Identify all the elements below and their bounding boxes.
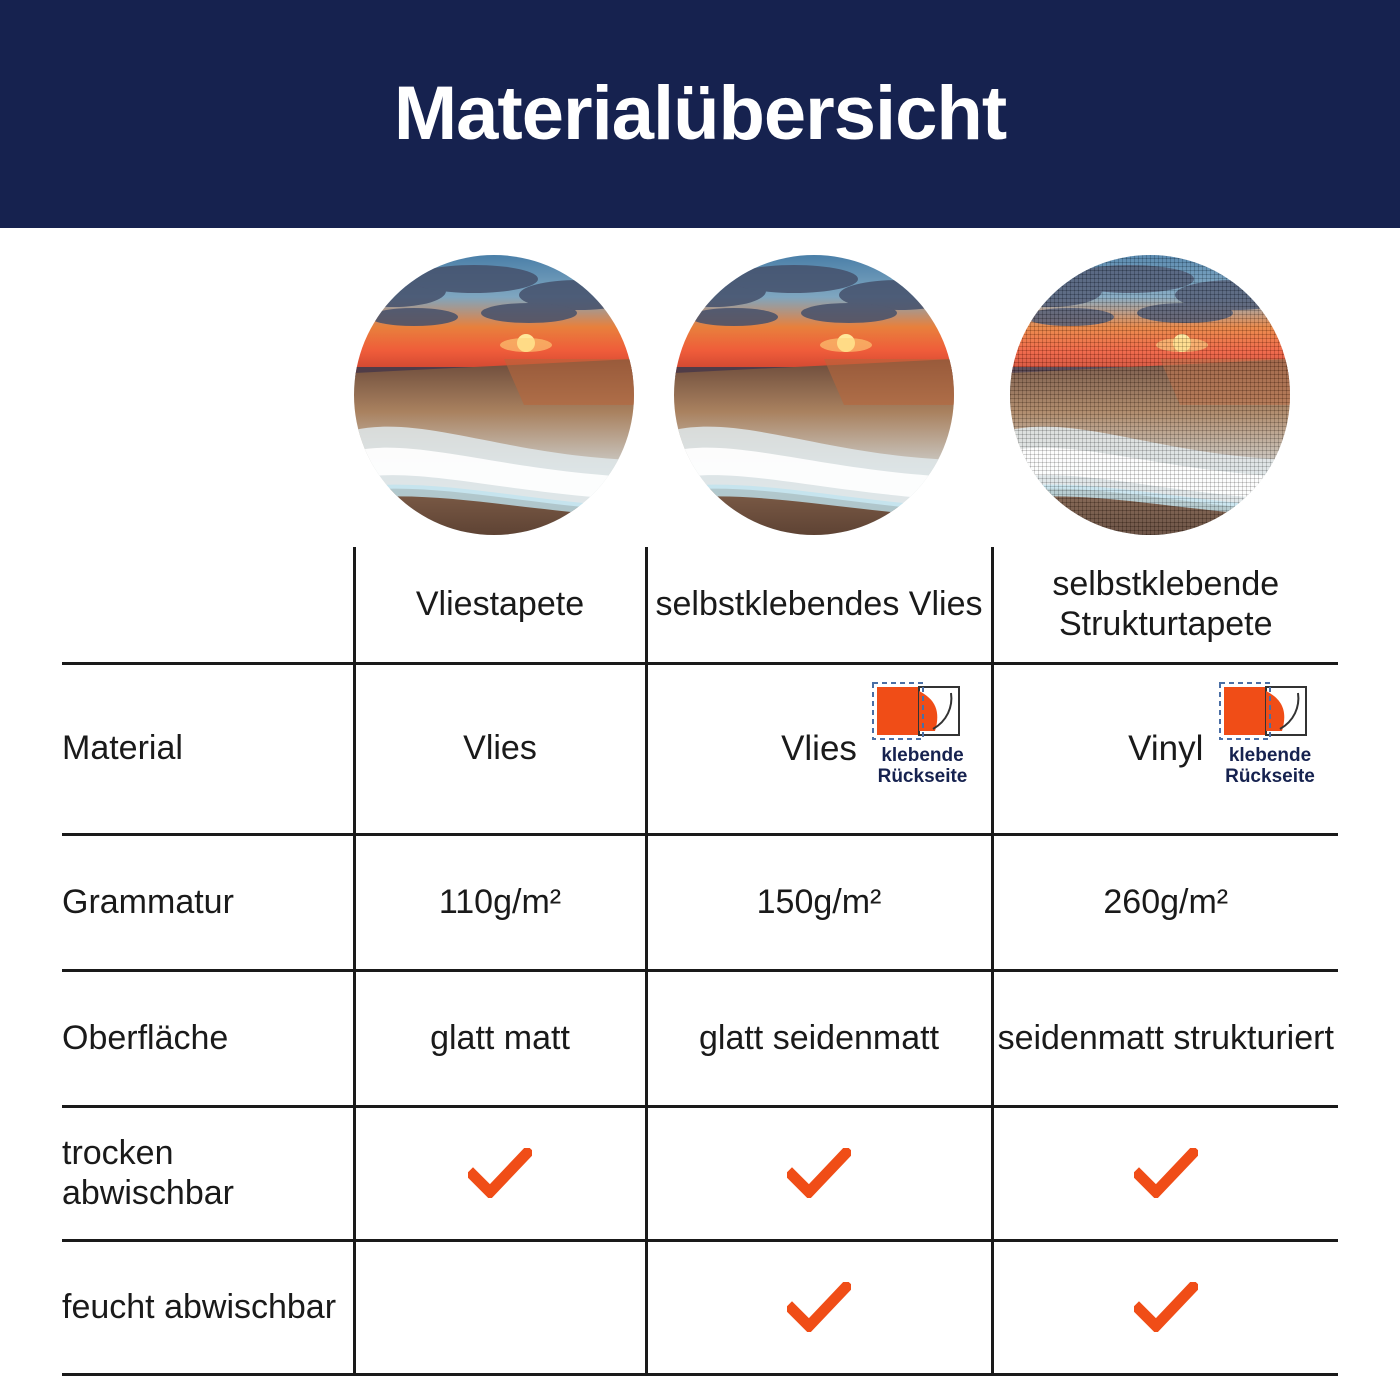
check-icon — [787, 1282, 851, 1332]
cell-material-vliestapete: Vlies — [354, 663, 646, 834]
cell-trocken-strukturtapete — [992, 1106, 1338, 1240]
cell-value: Vinyl — [1128, 728, 1204, 768]
cell-trocken-vliestapete — [354, 1106, 646, 1240]
cell-oberflaeche-strukturtapete: seidenmatt strukturiert — [992, 970, 1338, 1106]
table-row — [62, 834, 1338, 970]
material-samples — [0, 255, 1400, 555]
table-row — [62, 1106, 1338, 1240]
header-cell-vliestapete: Vliestapete — [354, 547, 646, 663]
row-label-oberflaeche: Oberfläche — [62, 1018, 229, 1057]
adhesive-back-badge — [1210, 681, 1330, 788]
table-row — [62, 1240, 1338, 1374]
page-header — [0, 0, 1400, 228]
page-title: Materialübersicht — [393, 71, 1007, 156]
row-label-grammatur: Grammatur — [62, 882, 234, 921]
adhesive-back-icon — [863, 681, 983, 743]
header-cell-selbstklebendes-vlies: selbstklebendes Vlies — [646, 547, 992, 663]
check-icon — [1134, 1282, 1198, 1332]
sample-swatch-selbstklebendes-vlies — [674, 255, 954, 535]
cell-material-strukturtapete — [992, 663, 1338, 834]
cell-feucht-vliestapete — [354, 1240, 646, 1374]
cell-value: Vlies — [781, 728, 857, 768]
adhesive-back-label: klebende Rückseite — [1225, 744, 1315, 787]
table-row — [62, 663, 1338, 834]
row-label-material: Material — [62, 729, 183, 768]
adhesive-back-label: klebende Rückseite — [877, 744, 968, 787]
check-icon — [468, 1148, 532, 1198]
cell-oberflaeche-vliestapete: glatt matt — [354, 970, 646, 1106]
cell-grammatur-vliestapete: 110g/m² — [354, 834, 646, 970]
header-cell-empty — [62, 547, 354, 663]
material-spec-table — [62, 547, 1338, 1376]
sample-swatch-strukturtapete — [1010, 255, 1290, 535]
beach-sunset-image — [674, 255, 954, 535]
check-icon — [787, 1148, 851, 1198]
check-icon — [1134, 1148, 1198, 1198]
row-label-trocken-abwischbar: trocken abwischbar — [62, 1133, 234, 1212]
sample-swatch-vliestapete — [354, 255, 634, 535]
row-label-feucht-abwischbar: feucht abwischbar — [62, 1287, 337, 1326]
cell-trocken-selbstklebendes-vlies — [646, 1106, 992, 1240]
table-row — [62, 970, 1338, 1106]
table-header-row — [62, 547, 1338, 663]
cell-material-selbstklebendes-vlies — [646, 663, 992, 834]
structure-texture-overlay — [1010, 255, 1290, 535]
beach-sunset-image — [354, 255, 634, 535]
cell-feucht-selbstklebendes-vlies — [646, 1240, 992, 1374]
adhesive-back-badge — [863, 681, 983, 788]
header-cell-strukturtapete: selbstklebende Strukturtapete — [992, 547, 1338, 663]
adhesive-back-icon — [1210, 681, 1330, 743]
cell-grammatur-selbstklebendes-vlies: 150g/m² — [646, 834, 992, 970]
cell-oberflaeche-selbstklebendes-vlies: glatt seidenmatt — [646, 970, 992, 1106]
cell-feucht-strukturtapete — [992, 1240, 1338, 1374]
cell-grammatur-strukturtapete: 260g/m² — [992, 834, 1338, 970]
